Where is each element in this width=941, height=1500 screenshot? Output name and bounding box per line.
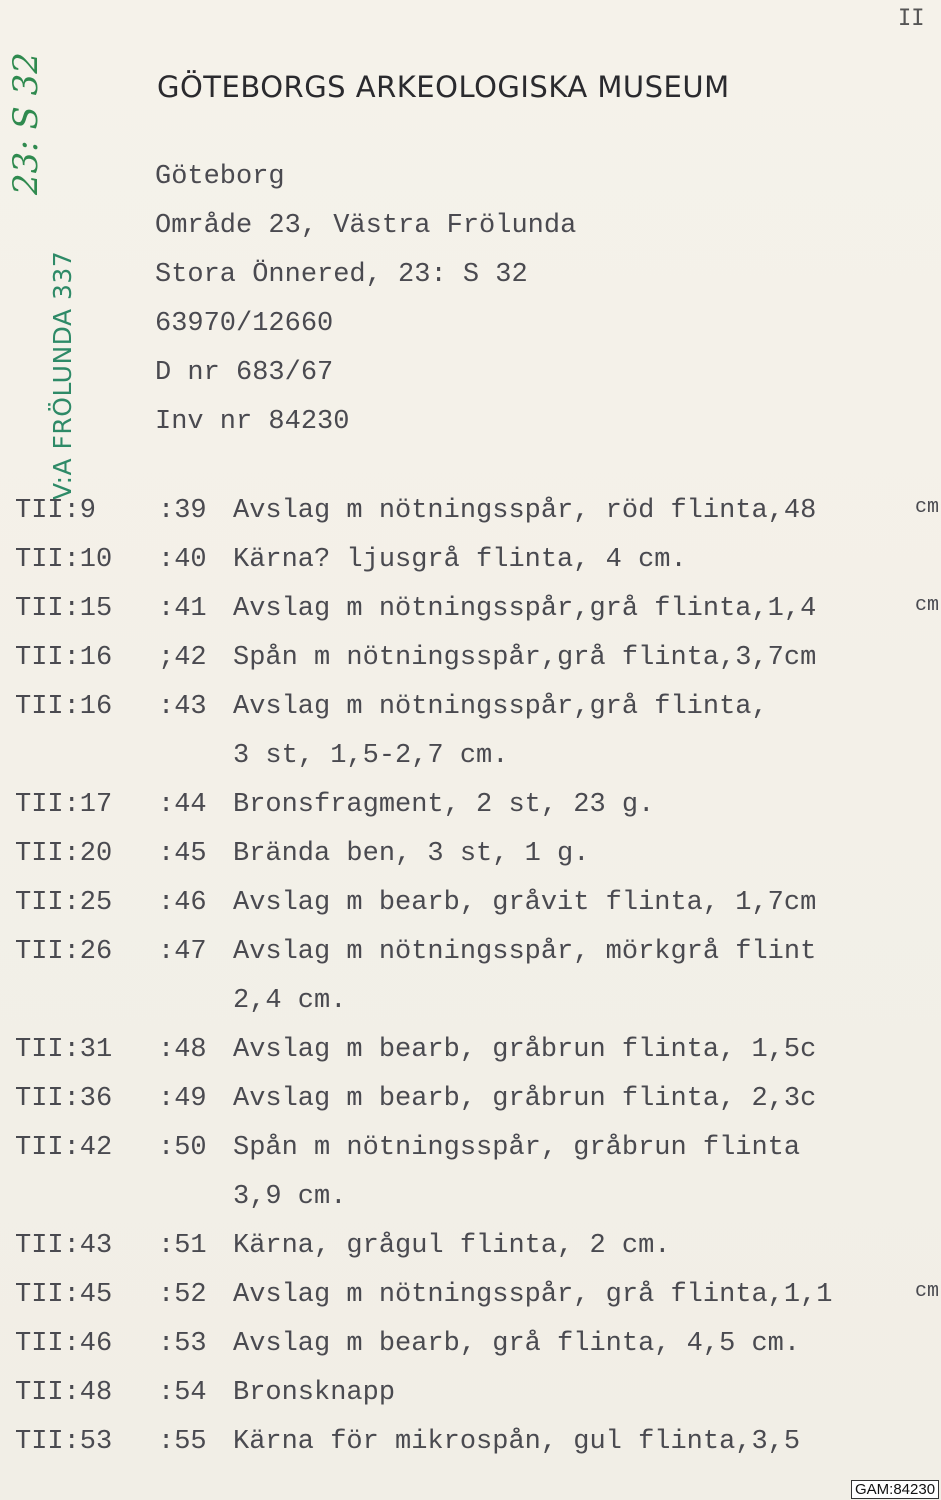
find-number: :54: [158, 1378, 207, 1408]
find-description: Spån m nötningsspår,grå flinta,3,7cm: [233, 643, 817, 673]
find-description: Avslag m nötningsspår, mörkgrå flint: [233, 937, 817, 967]
find-number: :40: [158, 545, 207, 575]
find-number: :50: [158, 1133, 207, 1163]
find-number: :39: [158, 496, 207, 526]
find-number: :41: [158, 594, 207, 624]
find-number: :52: [158, 1280, 207, 1310]
site-stamp: V:A FRÖLUNDA 337: [48, 250, 77, 500]
meta-coordinates: 63970/12660: [155, 309, 334, 339]
unit-note: cm: [915, 594, 940, 617]
find-ref: TII:9: [15, 496, 97, 526]
find-number: :53: [158, 1329, 207, 1359]
find-ref: TII:17: [15, 790, 113, 820]
find-ref: TII:46: [15, 1329, 113, 1359]
find-description: Avslag m nötningsspår, röd flinta,48: [233, 496, 817, 526]
find-ref: TII:42: [15, 1133, 113, 1163]
museum-header: GÖTEBORGS ARKEOLOGISKA MUSEUM: [157, 70, 730, 104]
find-ref: TII:10: [15, 545, 113, 575]
unit-note: cm: [915, 1280, 940, 1303]
find-continuation: 3,9 cm.: [233, 1182, 347, 1212]
page-number: II: [898, 6, 925, 31]
find-ref: TII:25: [15, 888, 113, 918]
find-number: :55: [158, 1427, 207, 1457]
find-description: Kärna, grågul flinta, 2 cm.: [233, 1231, 671, 1261]
find-ref: TII:36: [15, 1084, 113, 1114]
find-ref: TII:31: [15, 1035, 113, 1065]
find-continuation: 3 st, 1,5-2,7 cm.: [233, 741, 509, 771]
find-number: :51: [158, 1231, 207, 1261]
meta-diary-number: D nr 683/67: [155, 358, 334, 388]
card-metadata: [155, 153, 576, 447]
find-number: :49: [158, 1084, 207, 1114]
find-description: Bronsknapp: [233, 1378, 396, 1408]
meta-area: Område 23, Västra Frölunda: [155, 211, 577, 241]
find-ref: TII:45: [15, 1280, 113, 1310]
find-description: Bronsfragment, 2 st, 23 g.: [233, 790, 655, 820]
find-description: Avslag m nötningsspår, grå flinta,1,1: [233, 1280, 833, 1310]
unit-note: cm: [915, 496, 940, 519]
find-description: Avslag m nötningsspår,grå flinta,1,4: [233, 594, 817, 624]
find-description: Spån m nötningsspår, gråbrun flinta: [233, 1133, 801, 1163]
find-ref: TII:15: [15, 594, 113, 624]
meta-site: Stora Önnered, 23: S 32: [155, 260, 528, 290]
find-description: Kärna? ljusgrå flinta, 4 cm.: [233, 545, 687, 575]
find-description: Avslag m bearb, gråbrun flinta, 1,5c: [233, 1035, 817, 1065]
id-label: GAM:84230: [851, 1480, 939, 1499]
find-ref: TII:16: [15, 643, 113, 673]
meta-inventory-number: Inv nr 84230: [155, 407, 350, 437]
find-number: :48: [158, 1035, 207, 1065]
find-description: Brända ben, 3 st, 1 g.: [233, 839, 590, 869]
find-description: Avslag m nötningsspår,grå flinta,: [233, 692, 768, 722]
find-number: :44: [158, 790, 207, 820]
find-number: :47: [158, 937, 207, 967]
find-description: Avslag m bearb, gråvit flinta, 1,7cm: [233, 888, 817, 918]
find-ref: TII:48: [15, 1378, 113, 1408]
find-ref: TII:53: [15, 1427, 113, 1457]
find-ref: TII:43: [15, 1231, 113, 1261]
find-continuation: 2,4 cm.: [233, 986, 347, 1016]
find-ref: TII:16: [15, 692, 113, 722]
find-number: ;42: [158, 643, 207, 673]
find-ref: TII:26: [15, 937, 113, 967]
find-number: :43: [158, 692, 207, 722]
find-ref: TII:20: [15, 839, 113, 869]
find-description: Avslag m bearb, gråbrun flinta, 2,3c: [233, 1084, 817, 1114]
meta-city: Göteborg: [155, 162, 285, 192]
handwritten-note: 23: S 32: [6, 52, 46, 195]
find-number: :45: [158, 839, 207, 869]
find-description: Kärna för mikrospån, gul flinta,3,5: [233, 1427, 801, 1457]
find-number: :46: [158, 888, 207, 918]
find-description: Avslag m bearb, grå flinta, 4,5 cm.: [233, 1329, 801, 1359]
